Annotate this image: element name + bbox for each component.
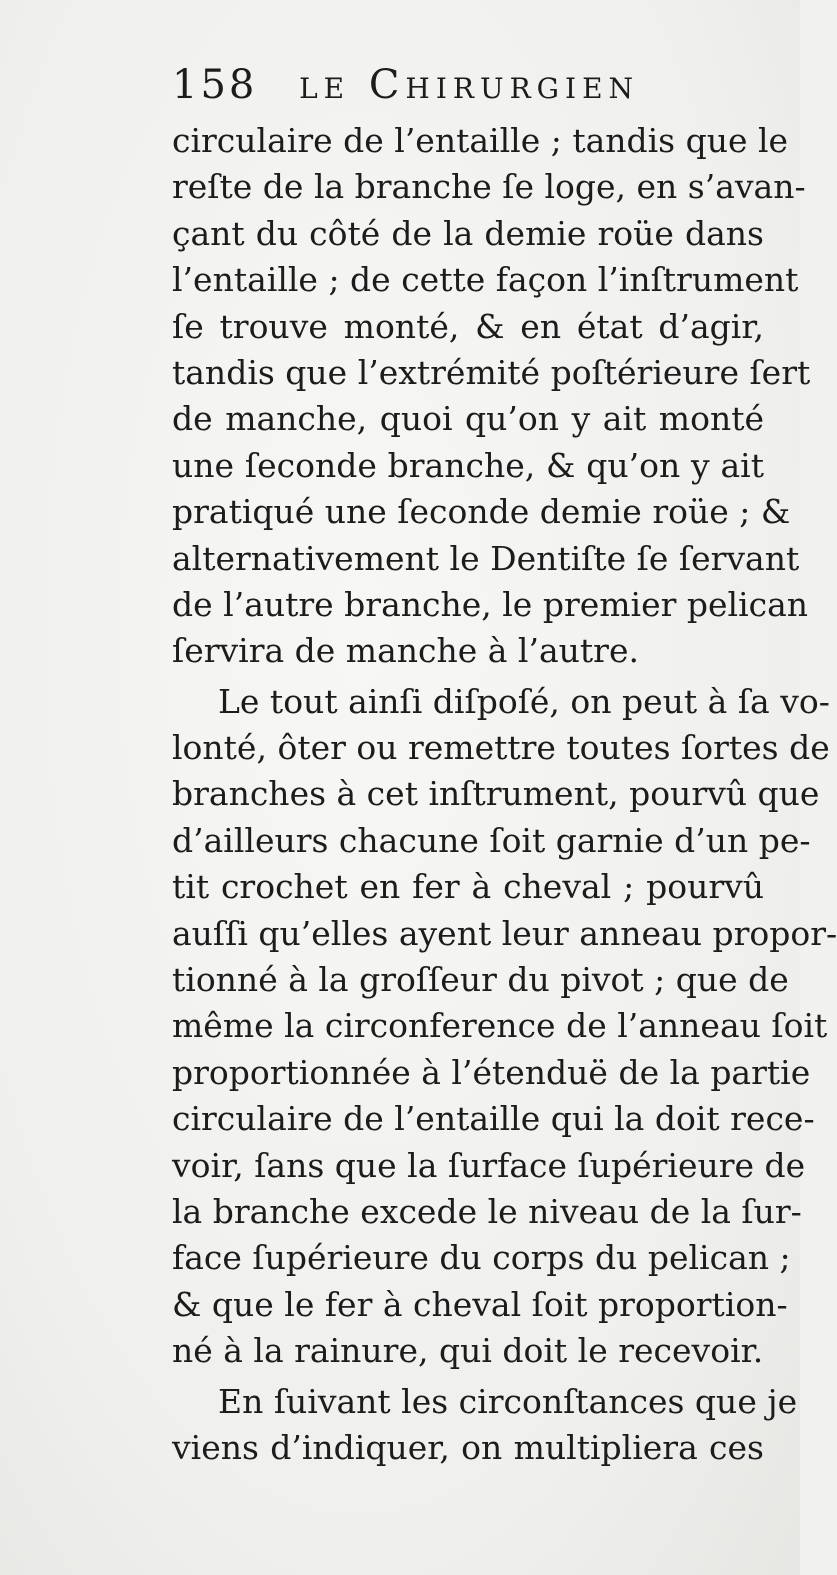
running-head	[172, 62, 732, 118]
body-text	[172, 118, 837, 1471]
text-line: voir, ſans que la ſurface ſupérieure de	[172, 1145, 806, 1185]
text-line: la branche excede le niveau de la ſur-	[172, 1191, 802, 1231]
text-line: alternativement le Dentiſte ſe ſervant	[172, 538, 800, 578]
page-number: 158	[172, 62, 258, 108]
text-line: pratiqué une ſeconde demie roüe ; &	[172, 492, 791, 532]
text-line: tit crochet en fer à cheval ; pourvû	[172, 867, 764, 907]
text-line: de manche, quoi qu’on y ait monté	[172, 399, 764, 439]
text-line: circulaire de l’entaille ; tandis que le	[172, 121, 789, 160]
text-line: En ſuivant les circonſtances que je	[218, 1381, 798, 1421]
text-line: auſſi qu’elles ayent leur anneau propor-	[172, 913, 837, 953]
text-line: tionné à la groſſeur du pivot ; que de	[172, 960, 789, 1000]
text-line: çant du côté de la demie roüe dans	[172, 213, 764, 253]
text-line: ſe trouve monté, & en état d’agir,	[172, 306, 764, 346]
text-line: reſte de la branche ſe loge, en s’avan-	[172, 167, 806, 207]
text-line: & que le fer à cheval ſoit proportion-	[172, 1284, 788, 1324]
text-line: branches à cet inſtrument, pourvû que	[172, 774, 820, 814]
text-line: circulaire de l’entaille qui la doit rece-	[172, 1099, 815, 1139]
text-line: viens d’indiquer, on multipliera ces	[172, 1427, 764, 1467]
paragraph	[172, 679, 837, 1375]
text-line: l’entaille ; de cette façon l’inſtrument	[172, 260, 799, 300]
paragraph	[172, 118, 811, 675]
text-line: tandis que l’extrémité poſtérieure ſert	[172, 352, 811, 392]
text-line: proportionnée à l’étenduë de la partie	[172, 1052, 811, 1092]
text-line: d’ailleurs chacune ſoit garnie d’un pe-	[172, 820, 811, 860]
paragraph	[172, 1379, 798, 1472]
text-line: né à la rainure, qui doit le recevoir.	[172, 1331, 764, 1371]
text-line: même la circonference de l’anneau ſoit	[172, 1006, 828, 1046]
text-line: lonté, ôter ou remettre toutes ſortes de	[172, 728, 830, 768]
text-line: ſervira de manche à l’autre.	[172, 631, 639, 671]
running-head-title: le Chirurgien	[299, 62, 640, 108]
text-line: de l’autre branche, le premier pelican	[172, 584, 809, 624]
text-line: face ſupérieure du corps du pelican ;	[172, 1238, 791, 1278]
text-line: Le tout ainſi diſpoſé, on peut à ſa vo-	[218, 681, 830, 721]
text-line: une ſeconde branche, & qu’on y ait	[172, 445, 764, 485]
